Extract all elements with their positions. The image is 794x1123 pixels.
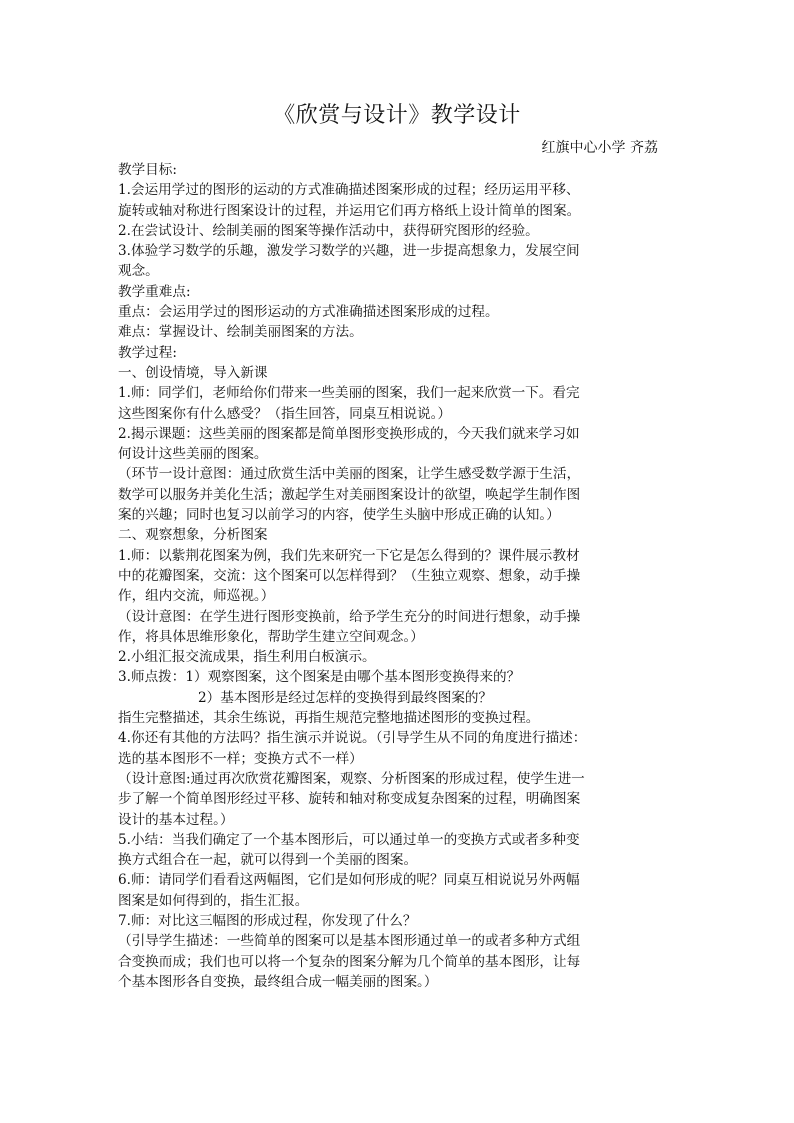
page-title: 《欣赏与设计》教学设计 [273, 103, 521, 128]
text-line: 合变换而成；我们也可以将一个复杂的图案分解为几个简单的基本图形，让每 [118, 953, 581, 970]
text-line: 6.师：请同学们看看这两幅图，它们是如何形成的呢？同桌互相说说另外两幅 [118, 872, 580, 889]
text-line: 数学可以服务并美化生活；激起学生对美丽图案设计的欲望，唤起学生制作图 [118, 486, 581, 503]
text-line: （环节一设计意图：通过欣赏生活中美丽的图案，让学生感受数学源于生活， [118, 466, 581, 483]
text-line: 换方式组合在一起，就可以得到一个美丽的图案。 [118, 852, 418, 869]
text-line: 2）基本图形是经过怎样的变换得到最终图案的？ [198, 689, 493, 706]
text-line: 观念。 [118, 263, 159, 280]
text-line: 1.师：同学们，老师给你们带来一些美丽的图案，我们一起来欣赏一下。看完 [118, 385, 580, 402]
text-line: 一、创设情境，导入新课 [118, 364, 268, 381]
document-body [118, 160, 678, 992]
text-line: 个基本图形各自变换，最终组合成一幅美丽的图案。） [118, 973, 438, 990]
text-line: 这些图案你有什么感受？（指生回答，同桌互相说说。） [118, 405, 452, 422]
text-line: （设计意图：在学生进行图形变换前，给予学生充分的时间进行想象，动手操 [118, 608, 581, 625]
text-line: 中的花瓣图案，交流：这个图案可以怎样得到？（生独立观察、想象，动手操 [118, 567, 581, 584]
text-line: 2.小组汇报交流成果，指生利用白板演示。 [118, 649, 376, 666]
text-line: 作，组内交流，师巡视。） [118, 588, 275, 605]
text-line: 5.小结：当我们确定了一个基本图形后，可以通过单一的变换方式或者多种变 [118, 831, 580, 848]
text-line: 2.在尝试设计、绘制美丽的图案等操作活动中，获得研究图形的经验。 [118, 222, 539, 239]
text-line: 步了解一个简单图形经过平移、旋转和轴对称变成复杂图案的过程，明确图案 [118, 791, 581, 808]
text-line: 设计的基本过程。） [118, 811, 234, 828]
text-line: 4.你还有其他的方法吗？指生演示并说说。（引导学生从不同的角度进行描述： [118, 730, 587, 747]
text-line: 7.师：对比这三幅图的形成过程，你发现了什么？ [118, 912, 417, 929]
text-line: 重点：会运用学过的图形运动的方式准确描述图案形成的过程。 [118, 304, 499, 321]
text-line: 3.师点拨：1）观察图案，这个图案是由哪个基本图形变换得来的？ [118, 669, 521, 686]
text-line: 二、观察想象，分析图案 [118, 527, 268, 544]
author-line: 红旗中心小学 齐荔 [541, 140, 658, 156]
text-line: 1.师：以紫荆花图案为例，我们先来研究一下它是怎么得到的？课件展示教材 [118, 547, 580, 564]
text-line: 案的兴趣；同时也复习以前学习的内容，使学生头脑中形成正确的认知。） [118, 507, 560, 524]
text-line: （设计意图:通过再次欣赏花瓣图案，观察、分析图案的形成过程，使学生进一 [118, 770, 585, 787]
text-line: 3.体验学习数学的乐趣，激发学习数学的兴趣，进一步提高想象力，发展空间 [118, 243, 580, 260]
text-line: 图案是如何得到的，指生汇报。 [118, 892, 309, 909]
text-line: 教学目标: [118, 162, 177, 178]
text-line: 难点：掌握设计、绘制美丽图案的方法。 [118, 324, 363, 341]
text-line: 何设计这些美丽的图案。 [118, 446, 268, 463]
text-line: 旋转或轴对称进行图案设计的过程，并运用它们再方格纸上设计简单的图案。 [118, 202, 581, 219]
text-line: 指生完整描述，其余生练说，再指生规范完整地描述图形的变换过程。 [118, 710, 540, 727]
text-line: 教学重难点: [118, 283, 191, 300]
text-line: 选的基本图形不一样；变换方式不一样） [118, 750, 363, 767]
text-line: 教学过程: [118, 344, 177, 361]
text-line: （引导学生描述：一些简单的图案可以是基本图形通过单一的或者多种方式组 [118, 933, 581, 950]
text-line: 2.揭示课题：这些美丽的图案都是简单图形变换形成的，今天我们就来学习如 [118, 425, 580, 442]
text-line: 1.会运用学过的图形的运动的方式准确描述图案形成的过程；经历运用平移、 [118, 182, 580, 199]
text-line: 作，将具体思维形象化，帮助学生建立空间观念。） [118, 628, 424, 645]
